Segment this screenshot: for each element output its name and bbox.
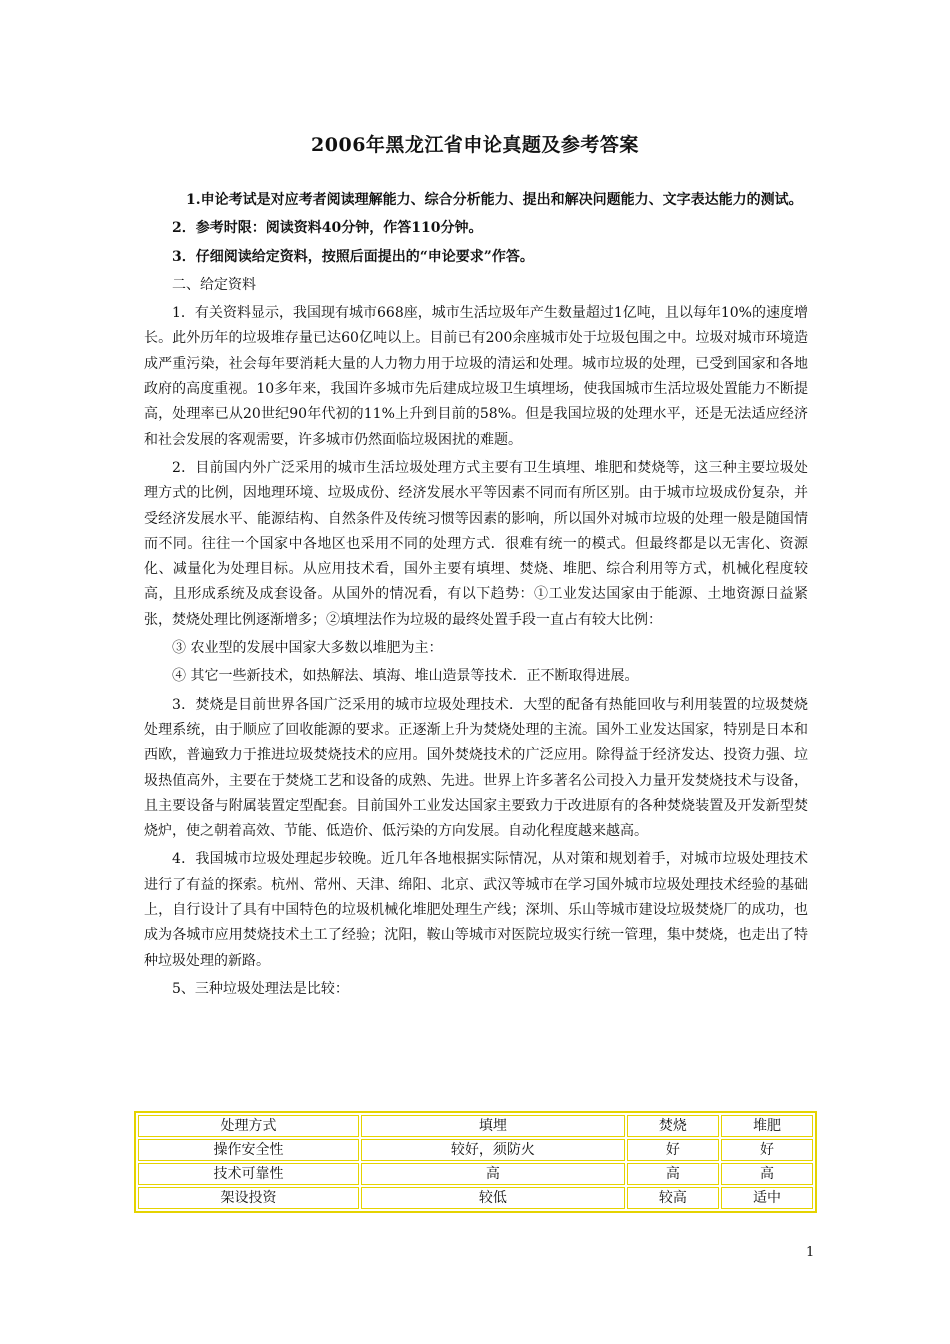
table-cell: 较高 [627, 1187, 719, 1209]
table-header-cell: 堆肥 [721, 1115, 813, 1137]
table-cell: 好 [627, 1139, 719, 1161]
table-cell: 技术可靠性 [138, 1163, 359, 1185]
document-body [144, 188, 808, 1005]
instruction-1: 1.申论考试是对应考者阅读理解能力、综合分析能力、提出和解决问题能力、文字表达能力的测试。 [186, 192, 803, 208]
table-header-cell: 处理方式 [138, 1115, 359, 1137]
table-cell: 操作安全性 [138, 1139, 359, 1161]
table-cell: 架设投资 [138, 1187, 359, 1209]
material-paragraph-2-item-3: ③ 农业型的发展中国家大多数以堆肥为主： [172, 640, 443, 657]
material-paragraph-1: 1．有关资料显示，我国现有城市668座，城市生活垃圾年产生数量超过1亿吨，且以每年10%的速度增长。此外历年的垃圾堆存量已达60亿吨以上。目前已有200余座城市处于垃圾包围之中。垃圾对城市环境造成严重污染，社会每年要消耗大量的人力物力用于垃圾的清运和处理。城市垃圾的处理，已受到国家和各地政府的高度重视。10多年来，我国许多城市先后建成垃圾卫生填埋场，使我国城市生活垃圾处置能力不断提高，处理率已从20世纪90年代初的11%上升到目前的58%。但是我国垃圾的处理水平，还是无法适应经济和社会发展的客观需要，许多城市仍然面临垃圾困扰的难题。 [144, 305, 808, 448]
material-paragraph-2-item-4: ④ 其它一些新技术，如热解法、填海、堆山造景等技术．正不断取得进展。 [172, 668, 639, 685]
instruction-2: 2．参考时限：阅读资料40分钟，作答110分钟。 [172, 220, 483, 237]
table-cell: 高 [721, 1163, 813, 1185]
page-number: 1 [806, 1245, 815, 1260]
table-cell: 高 [627, 1163, 719, 1185]
table-header-row [138, 1115, 813, 1137]
table-row [138, 1187, 813, 1209]
material-paragraph-3: 3．焚烧是目前世界各国广泛采用的城市垃圾处理技术．大型的配备有热能回收与利用装置的垃圾焚烧处理系统，由于顺应了回收能源的要求。正逐渐上升为焚烧处理的主流。国外工业发达国家，特别是日本和西欧，普遍致力于推进垃圾焚烧技术的应用。国外焚烧技术的广泛应用。除得益于经济发达、投资力强、垃圾热值高外，主要在于焚烧工艺和设备的成熟、先进。世界上许多著名公司投入力量开发焚烧技术与设备，且主要设备与附属装置定型配套。目前国外工业发达国家主要致力于改进原有的各种焚烧装置及开发新型焚烧炉，使之朝着高效、节能、低造价、低污染的方向发展。自动化程度越来越高。 [144, 696, 808, 840]
material-paragraph-4: 4．我国城市垃圾处理起步较晚。近几年各地根据实际情况，从对策和规划着手，对城市垃圾处理技术进行了有益的探索。杭州、常州、天津、绵阳、北京、武汉等城市在学习国外城市垃圾处理技术经验的基础上，自行设计了具有中国特色的垃圾机械化堆肥处理生产线；深圳、乐山等城市建设垃圾焚烧厂的成功，也成为各城市应用焚烧技术土工了经验；沈阳，鞍山等城市对医院垃圾实行统一管理，集中焚烧，也走出了特种垃圾处理的新路。 [144, 851, 808, 969]
section-heading: 二、给定资料 [172, 276, 256, 293]
table-row [138, 1163, 813, 1185]
table-cell: 高 [361, 1163, 625, 1185]
table-cell: 好 [721, 1139, 813, 1161]
material-paragraph-2: 2．目前国内外广泛采用的城市生活垃圾处理方式主要有卫生填埋、堆肥和焚烧等，这三种主要垃圾处理方式的比例，因地理环境、垃圾成份、经济发展水平等因素不同而有所区别。由于城市垃圾成份复杂，并受经济发展水平、能源结构、自然条件及传统习惯等因素的影响，所以国外对城市垃圾的处理一般是随国情而不同。往往一个国家中各地区也采用不同的处理方式．很难有统一的模式。但最终都是以无害化、资源化、减量化为处理目标。从应用技术看，国外主要有填埋、焚烧、堆肥、综合利用等方式，机械化程度较高，且形成系统及成套设备。从国外的情况看，有以下趋势：①工业发达国家由于能源、土地资源日益紧张，焚烧处理比例逐渐增多；②填埋法作为垃圾的最终处置手段一直占有较大比例： [144, 459, 808, 628]
table-cell: 较低 [361, 1187, 625, 1209]
table-cell: 较好，须防火 [361, 1139, 625, 1161]
table-cell: 适中 [721, 1187, 813, 1209]
comparison-table [134, 1111, 817, 1213]
table-header-cell: 焚烧 [627, 1115, 719, 1137]
table-row [138, 1139, 813, 1161]
material-paragraph-5: 5、三种垃圾处理法是比较： [172, 980, 349, 997]
table-header-cell: 填埋 [361, 1115, 625, 1137]
document-title: 2006年黑龙江省申论真题及参考答案 [311, 134, 639, 156]
instruction-3: 3．仔细阅读给定资料，按照后面提出的“申论要求”作答。 [172, 248, 534, 265]
